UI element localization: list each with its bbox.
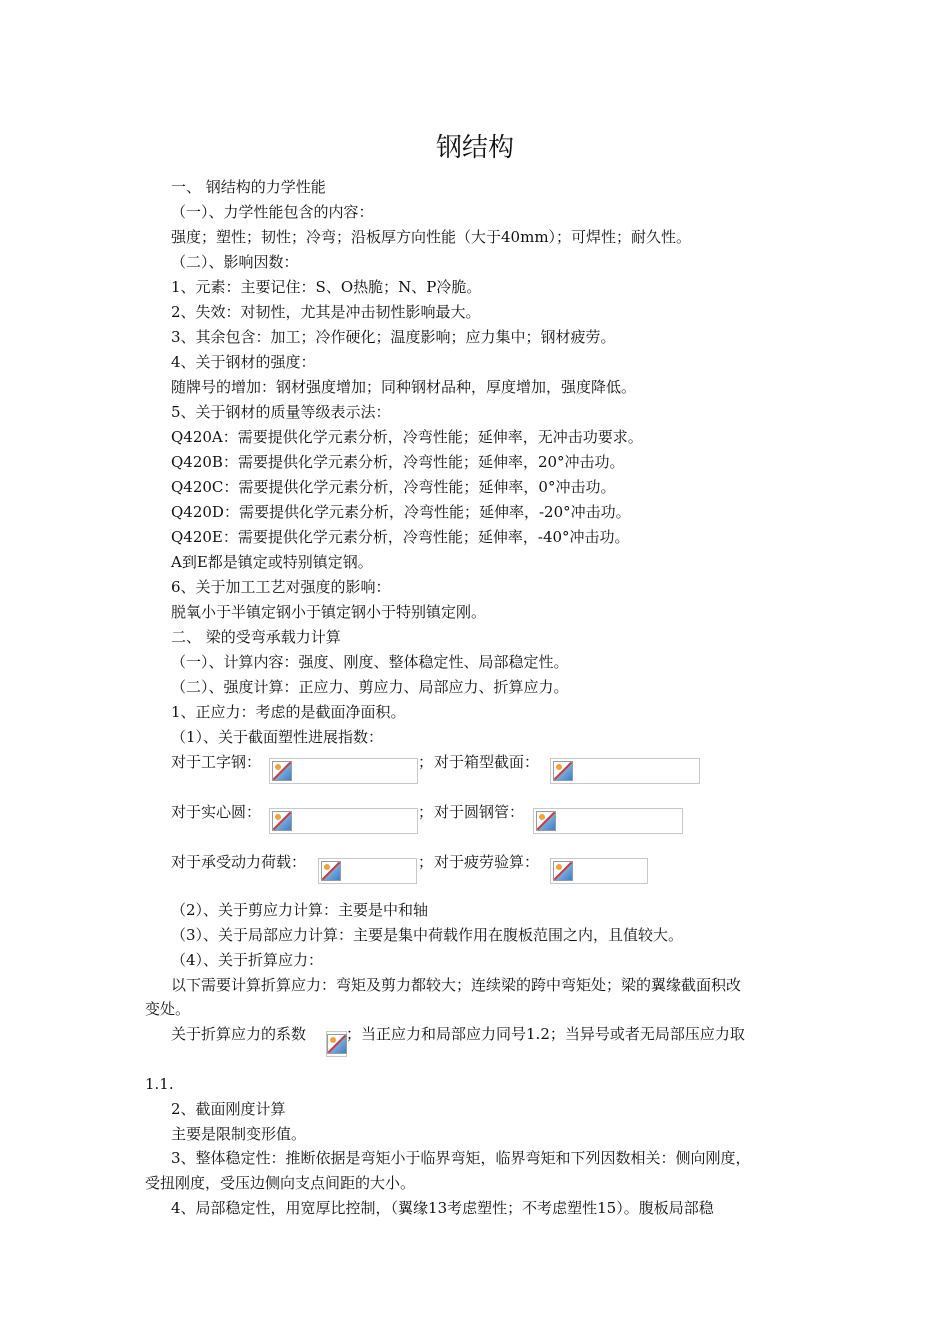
paragraph: （4）、关于折算应力： xyxy=(171,951,324,969)
paragraph: 随牌号的增加：钢材强度增加；同种钢材品种，厚度增加，强度降低。 xyxy=(171,378,637,396)
section-heading-1: 一、 钢结构的力学性能 xyxy=(171,178,326,196)
formula-label: 对于疲劳验算： xyxy=(434,853,540,871)
paragraph: ；当正应力和局部应力同号1.2；当异号或者无局部压应力取 xyxy=(346,1025,745,1043)
paragraph: 以下需要计算折算应力：弯矩及剪力都较大；连续梁的跨中弯矩处；梁的翼缘截面积改 xyxy=(171,976,742,994)
paragraph: 主要是限制变形值。 xyxy=(171,1125,307,1143)
paragraph: 6、关于加工工艺对强度的影响： xyxy=(171,578,391,596)
paragraph: 3、其余包含：加工；冷作硬化；温度影响；应力集中；钢材疲劳。 xyxy=(171,328,616,346)
paragraph: 变处。 xyxy=(145,1000,191,1018)
paragraph: （3）、关于局部应力计算：主要是集中荷载作用在腹板范围之内，且值较大。 xyxy=(171,926,684,944)
paragraph: （二）、影响因数： xyxy=(171,253,299,271)
formula-image xyxy=(269,808,418,834)
broken-image-icon xyxy=(321,861,341,881)
paragraph: Q420A：需要提供化学元素分析，冷弯性能；延伸率，无冲击功要求。 xyxy=(171,428,643,446)
paragraph: 4、关于钢材的强度： xyxy=(171,353,316,371)
formula-label: 对于承受动力荷载： xyxy=(171,853,307,871)
formula-image xyxy=(533,808,683,834)
paragraph: Q420C：需要提供化学元素分析，冷弯性能；延伸率，0°冲击功。 xyxy=(171,478,616,496)
paragraph: 5、关于钢材的质量等级表示法： xyxy=(171,403,391,421)
paragraph: （1）、关于截面塑性进展指数： xyxy=(171,728,384,746)
paragraph: 1、正应力：考虑的是截面净面积。 xyxy=(171,703,406,721)
formula-separator: ； xyxy=(418,753,434,771)
paragraph: 强度；塑性；韧性；冷弯；沿板厚方向性能（大于40mm）；可焊性；耐久性。 xyxy=(171,228,692,246)
paragraph: （二）、强度计算：正应力、剪应力、局部应力、折算应力。 xyxy=(171,678,569,696)
paragraph: 受扭刚度，受压边侧向支点间距的大小。 xyxy=(145,1174,416,1192)
paragraph: Q420E：需要提供化学元素分析，冷弯性能；延伸率，-40°冲击功。 xyxy=(171,528,630,546)
paragraph: （2）、关于剪应力计算：主要是中和轴 xyxy=(171,901,429,919)
paragraph: 4、局部稳定性，用宽厚比控制，（翼缘13考虑塑性；不考虑塑性15）。腹板局部稳 xyxy=(171,1199,714,1217)
paragraph: 3、整体稳定性：推断依据是弯矩小于临界弯矩，临界弯矩和下列因数相关：侧向刚度， xyxy=(171,1149,751,1167)
paragraph: 2、失效：对韧性，尤其是冲击韧性影响最大。 xyxy=(171,303,481,321)
formula-image xyxy=(550,758,700,784)
formula-image xyxy=(550,858,648,884)
paragraph: 1.1. xyxy=(145,1075,174,1093)
formula-label: 对于圆钢管： xyxy=(434,803,525,821)
broken-image-icon xyxy=(272,811,292,831)
paragraph: 脱氧小于半镇定钢小于镇定钢小于特别镇定刚。 xyxy=(171,603,487,621)
paragraph: （一）、计算内容：强度、刚度、整体稳定性、局部稳定性。 xyxy=(171,653,569,671)
paragraph: （一）、力学性能包含的内容： xyxy=(171,203,374,221)
formula-label: 对于箱型截面： xyxy=(434,753,540,771)
formula-image xyxy=(326,1031,347,1057)
broken-image-icon xyxy=(272,761,292,781)
broken-image-icon xyxy=(536,811,556,831)
document-title: 钢结构 xyxy=(435,133,514,163)
formula-separator: ； xyxy=(418,853,434,871)
paragraph: Q420B：需要提供化学元素分析，冷弯性能；延伸率，20°冲击功。 xyxy=(171,453,625,471)
broken-image-icon xyxy=(553,761,573,781)
formula-separator: ； xyxy=(418,803,434,821)
formula-label: 对于工字钢： xyxy=(171,753,262,771)
paragraph: Q420D：需要提供化学元素分析，冷弯性能；延伸率，-20°冲击功。 xyxy=(171,503,631,521)
formula-label: 对于实心圆： xyxy=(171,803,262,821)
paragraph: 1、元素：主要记住：S、O热脆；N、P冷脆。 xyxy=(171,278,482,296)
paragraph: 2、截面刚度计算 xyxy=(171,1100,286,1118)
broken-image-icon xyxy=(553,861,573,881)
paragraph: 关于折算应力的系数 xyxy=(171,1025,307,1043)
section-heading-2: 二、 梁的受弯承载力计算 xyxy=(171,628,341,646)
paragraph: A到E都是镇定或特别镇定钢。 xyxy=(171,553,373,571)
formula-image xyxy=(318,858,417,884)
broken-image-icon xyxy=(327,1034,347,1054)
formula-image xyxy=(269,758,418,784)
